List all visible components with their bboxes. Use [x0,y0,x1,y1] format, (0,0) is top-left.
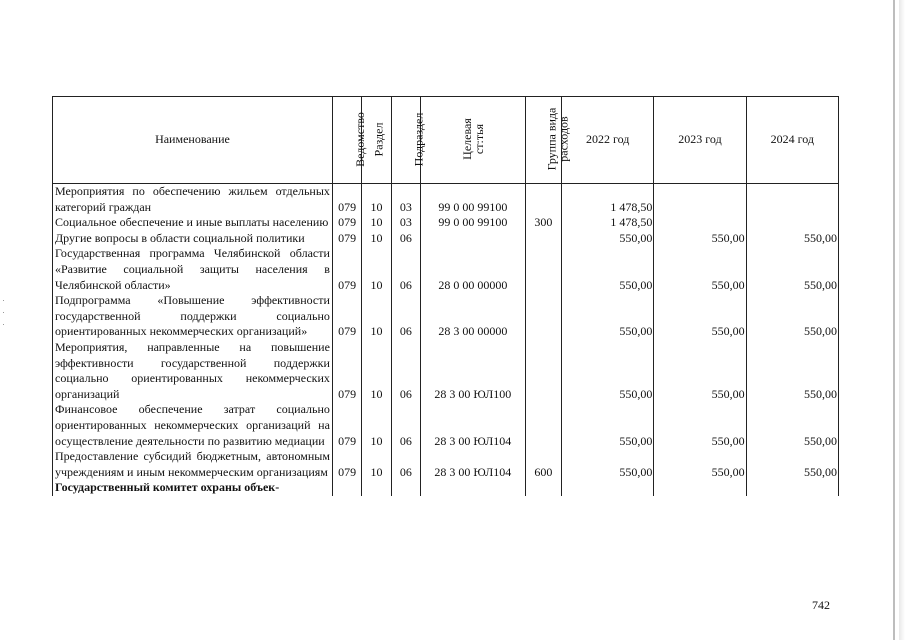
cell-cs: 99 0 00 99100 [421,184,525,216]
cell-name: Финансовое обеспечение затрат социально ориентированных некоммерческих организаций на осуществление деятельности по развитию медиации [53,402,333,449]
header-vedomstvo [332,97,367,184]
header-vedomstvo-text: Ведомство [352,112,367,168]
cell-rz: 10 [362,293,391,340]
page-edge-shadow [899,0,905,640]
header-name [53,97,333,184]
scan-dot [3,324,4,325]
cell-ved: 079 [332,184,361,216]
header-razdel-text: Раздел [371,122,386,157]
cell-pr: 06 [391,246,420,293]
cell-rz: 10 [362,231,391,247]
cell-ved [332,480,361,496]
cell-2022: 550,00 [562,449,654,480]
cell-pr: 03 [391,184,420,216]
cell-pr: 06 [391,340,420,402]
cell-pr: 06 [391,231,420,247]
cell-cs: 28 0 00 00000 [421,246,525,293]
cell-pr: 06 [391,402,420,449]
cell-2024: 550,00 [746,293,838,340]
cell-2023: 550,00 [654,293,746,340]
cell-2022: 550,00 [562,340,654,402]
cell-rz: 10 [362,184,391,216]
cell-2024 [746,480,838,496]
cell-ved: 079 [332,402,361,449]
cell-cs [421,231,525,247]
cell-cs [421,480,525,496]
cell-2023 [654,480,746,496]
scan-dot [3,312,4,313]
cell-cs: 28 3 00 ЮЛ104 [421,402,525,449]
cell-ved: 079 [332,231,361,247]
cell-name: Мероприятия, направленные на повышение эффективности государственной поддержки социально ориентированных некоммерческих организаций [53,340,333,402]
cell-ved: 079 [332,215,361,231]
header-target [421,97,525,184]
cell-vr [525,293,562,340]
cell-2023: 550,00 [654,340,746,402]
cell-rz: 10 [362,402,391,449]
cell-cs: 99 0 00 99100 [421,215,525,231]
header-target-line1: Целевая [459,117,474,160]
table-row [53,231,839,247]
cell-name: Социальное обеспечение и иные выплаты населению [53,215,333,231]
cell-pr: 03 [391,215,420,231]
cell-cs: 28 3 00 ЮЛ104 [421,449,525,480]
cell-name: Предоставление субсидий бюджетным, автономным учреждениям и иным некоммерческим организациям [53,449,333,480]
cell-vr [525,246,562,293]
cell-name: Государственный комитет охраны объек- [53,480,333,496]
cell-cs: 28 3 00 ЮЛ100 [421,340,525,402]
header-2024 [746,97,838,184]
cell-ved: 079 [332,449,361,480]
header-2024-text: 2024 год [770,132,815,147]
table-row [53,340,839,402]
cell-2023: 550,00 [654,231,746,247]
cell-2024: 550,00 [746,231,838,247]
table-row [53,449,839,480]
table-header-row [53,97,839,184]
table-row-last [53,480,839,496]
header-podrazdel-text: Подраздел [411,112,426,167]
cell-name: Подпрограмма «Повышение эффективности государственной поддержки социально ориентированных некоммерческих организаций» [53,293,333,340]
page-number: 742 [812,598,830,612]
cell-cs: 28 3 00 00000 [421,293,525,340]
cell-name: Государственная программа Челябинской области «Развитие социальной защиты населения в Челябинской области» [53,246,333,293]
cell-rz: 10 [362,449,391,480]
cell-2023: 550,00 [654,449,746,480]
header-group [525,97,570,184]
cell-2022: 550,00 [562,246,654,293]
cell-vr [525,340,562,402]
cell-2022: 1 478,50 [562,184,654,216]
cell-2022 [562,480,654,496]
cell-2024: 550,00 [746,340,838,402]
cell-vr [525,480,562,496]
header-group-line2: расходов [555,115,570,162]
cell-2024: 550,00 [746,402,838,449]
cell-rz: 10 [362,340,391,402]
header-group-text [545,107,569,170]
table-row [53,293,839,340]
cell-2024: 550,00 [746,449,838,480]
cell-pr [391,480,420,496]
header-target-text [461,118,485,160]
cell-2023: 550,00 [654,402,746,449]
cell-2024: 550,00 [746,246,838,293]
cell-pr: 06 [391,293,420,340]
header-2022 [562,97,654,184]
header-2022-text: 2022 год [586,132,630,147]
header-group-line1: Группа вида [543,107,558,171]
cell-2024 [746,215,838,231]
cell-2022: 550,00 [562,231,654,247]
table-row [53,246,839,293]
budget-table-container [52,96,839,496]
budget-table [52,96,839,496]
cell-2023 [654,184,746,216]
cell-vr: 300 [525,215,562,231]
cell-2023 [654,215,746,231]
cell-vr: 600 [525,449,562,480]
scan-dot [3,300,4,301]
cell-ved: 079 [332,293,361,340]
table-row [53,215,839,231]
cell-2022: 550,00 [562,293,654,340]
cell-2024 [746,184,838,216]
cell-2023: 550,00 [654,246,746,293]
cell-ved: 079 [332,246,361,293]
cell-ved: 079 [332,340,361,402]
header-podrazdel [391,97,426,184]
cell-vr [525,184,562,216]
cell-rz: 10 [362,246,391,293]
table-row [53,184,839,216]
cell-rz [362,480,391,496]
header-2023-text: 2023 год [678,132,722,147]
table-body [53,184,839,496]
cell-2022: 1 478,50 [562,215,654,231]
cell-vr [525,402,562,449]
header-target-line2: ст:тья [471,123,486,154]
cell-name: Другие вопросы в области социальной политики [53,231,333,247]
cell-name: Мероприятия по обеспечению жильем отдельных категорий граждан [53,184,333,216]
page-edge-line [893,0,895,640]
cell-vr [525,231,562,247]
cell-2022: 550,00 [562,402,654,449]
table-row [53,402,839,449]
cell-rz: 10 [362,215,391,231]
cell-pr: 06 [391,449,420,480]
header-2023 [654,97,746,184]
header-name-text: Наименование [155,132,230,147]
